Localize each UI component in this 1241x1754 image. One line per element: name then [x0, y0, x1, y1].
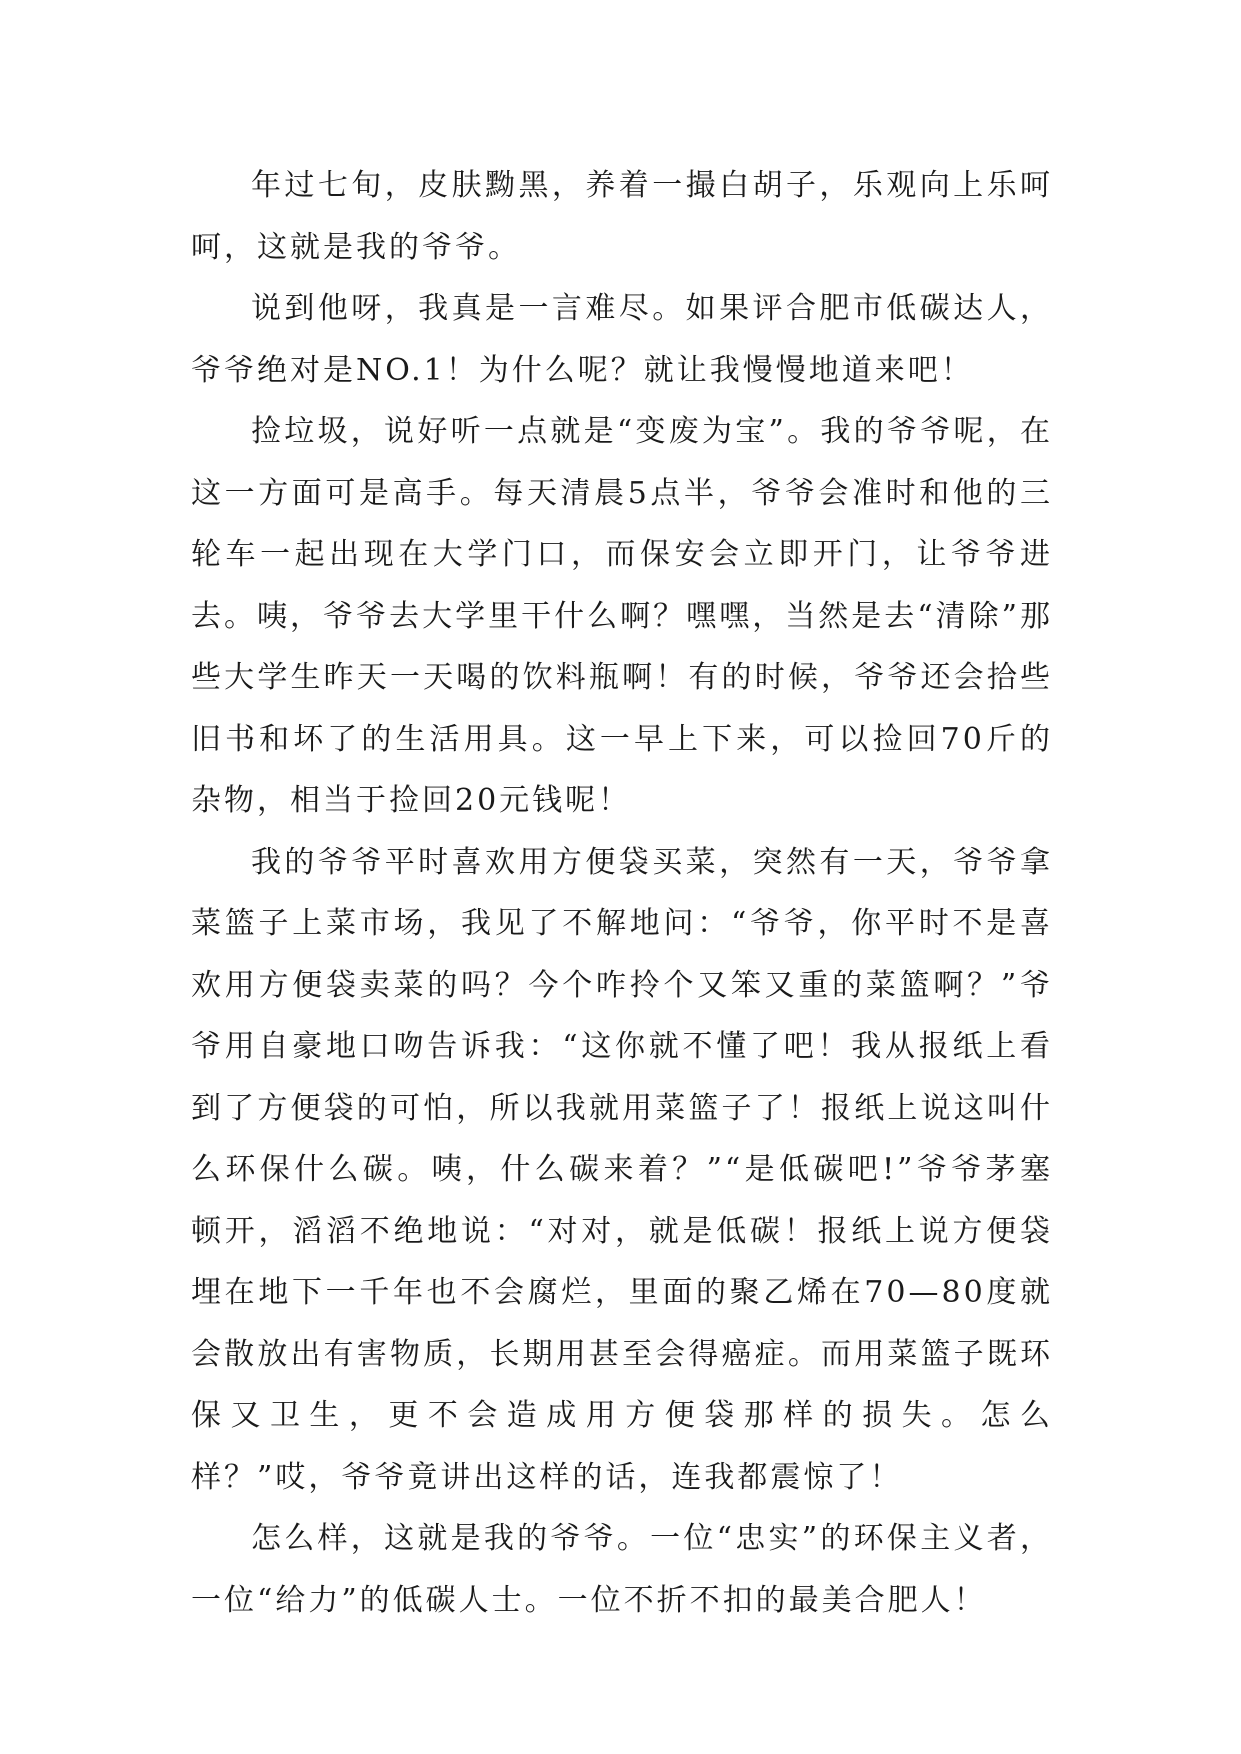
paragraph-conclusion: 怎么样，这就是我的爷爷。一位“忠实”的环保主义者，一位“给力”的低碳人士。一位不折不扣的最美合肥人！ — [191, 1521, 1053, 1618]
paragraph-collecting-waste: 捡垃圾，说好听一点就是“变废为宝”。我的爷爷呢，在这一方面可是高手。每天清晨5点半，爷爷会准时和他的三轮车一起出现在大学门口，而保安会立即开门，让爷爷进去。咦，爷爷去大学里干什么啊？嘿嘿，当然是去“清除”那些大学生昨天一天喝的饮料瓶啊！有的时候，爷爷还会拾些旧书和坏了的生活用具。这一早上下来，可以捡回70斤的杂物，相当于捡回20元钱呢！ — [191, 414, 1053, 818]
paragraph-intro: 年过七旬，皮肤黝黑，养着一撮白胡子，乐观向上乐呵呵，这就是我的爷爷。 — [191, 168, 1053, 265]
paragraph-basket-story: 我的爷爷平时喜欢用方便袋买菜，突然有一天，爷爷拿菜篮子上菜市场，我见了不解地问：“爷爷，你平时不是喜欢用方便袋卖菜的吗？今个咋拎个又笨又重的菜篮啊？”爷爷用自豪地口吻告诉我：“这你就不懂了吧！我从报纸上看到了方便袋的可怕，所以我就用菜篮子了！报纸上说这叫什么环保什么碳。咦，什么碳来着？”“是低碳吧!”爷爷茅塞顿开，滔滔不绝地说：“对对，就是低碳！报纸上说方便袋埋在地下一千年也不会腐烂，里面的聚乙烯在70—80度就会散放出有害物质，长期用甚至会得癌症。而用菜篮子既环保又卫生，更不会造成用方便袋那样的损失。怎么样？”哎，爷爷竟讲出这样的话，连我都震惊了！ — [191, 844, 1053, 1495]
document-body — [191, 155, 1053, 1631]
paragraph-low-carbon-champion: 说到他呀，我真是一言难尽。如果评合肥市低碳达人，爷爷绝对是NO.1！为什么呢？就让我慢慢地道来吧！ — [191, 291, 1053, 388]
